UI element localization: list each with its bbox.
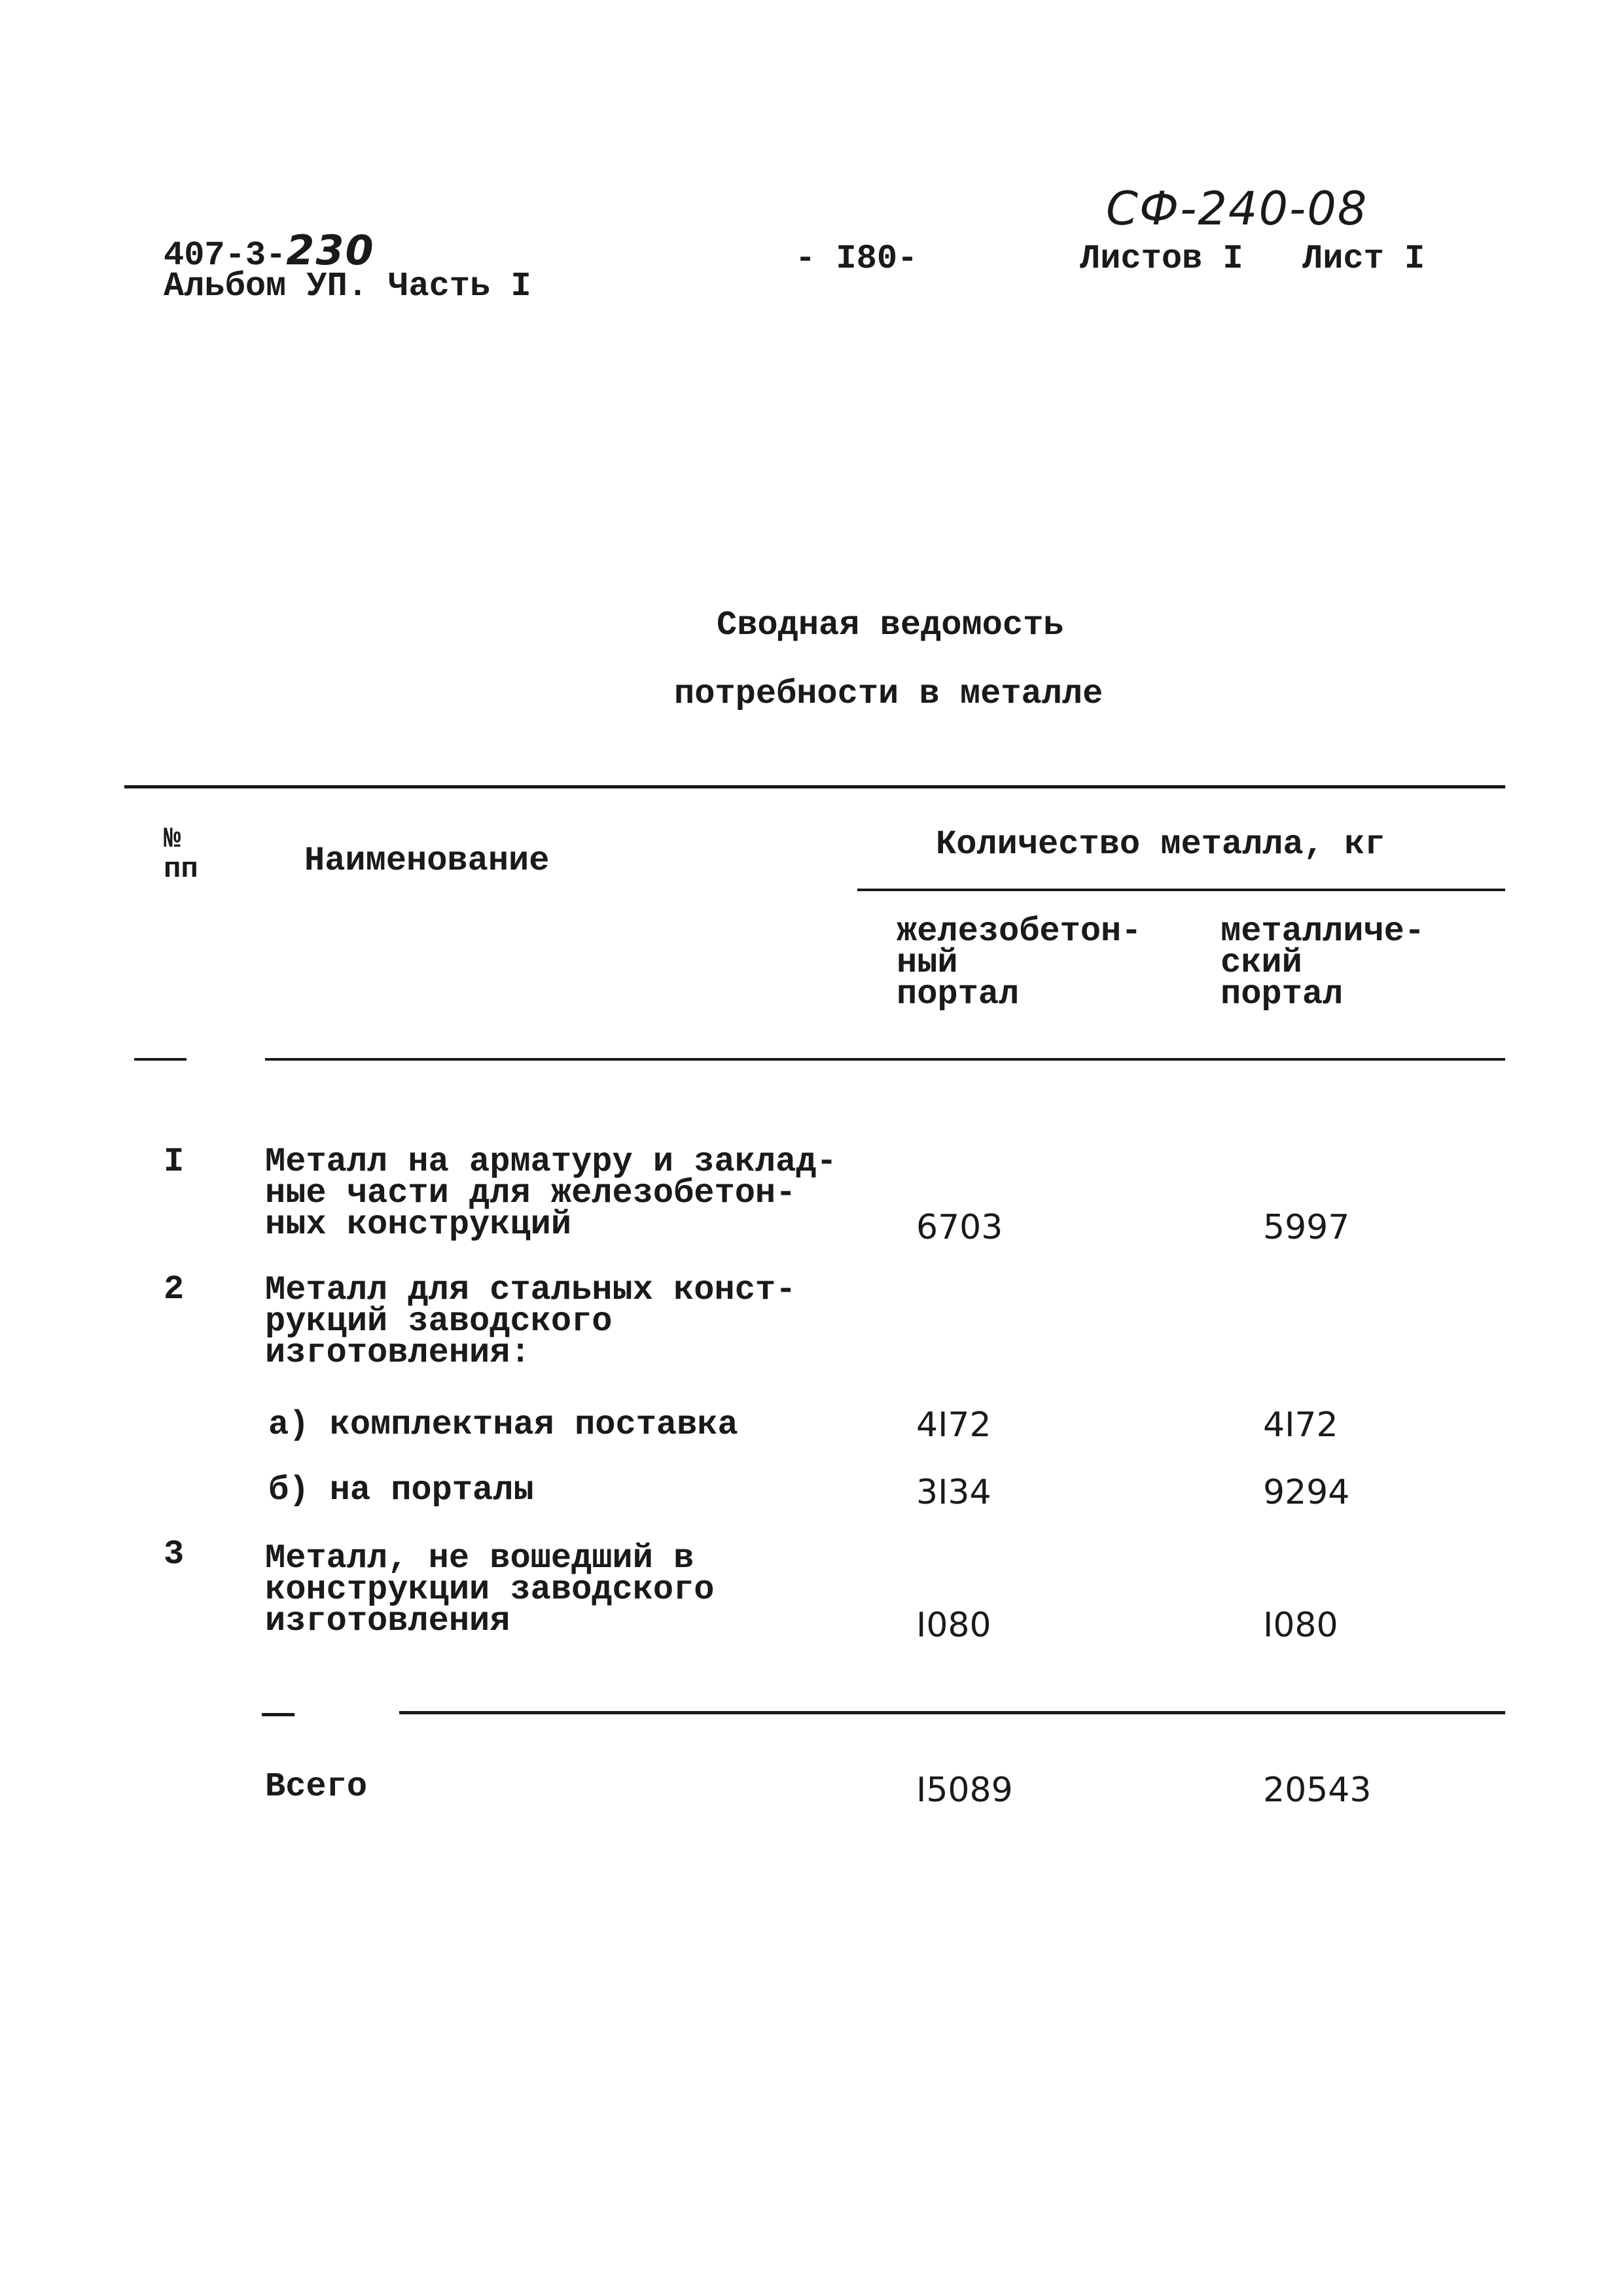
row-3-rc-value: I080 xyxy=(916,1606,991,1645)
row-2b-rc-value: 3I34 xyxy=(916,1473,991,1512)
header-col-group: Количество металла, кг xyxy=(936,825,1385,864)
album-label: Альбом УП. Часть I xyxy=(164,267,531,306)
document-code: СФ-240-08 xyxy=(1106,182,1368,236)
row-2a-name: а) комплектная поставка xyxy=(268,1405,738,1444)
total-label: Всего xyxy=(265,1767,368,1806)
header-bottom-rule xyxy=(265,1058,1505,1061)
total-metal-value: 20543 xyxy=(1263,1771,1372,1810)
total-rule xyxy=(399,1711,1505,1714)
row-1-metal-value: 5997 xyxy=(1263,1208,1350,1247)
document-series xyxy=(164,226,375,275)
series-handwritten: 230 xyxy=(286,226,375,274)
row-2-number: 2 xyxy=(164,1270,185,1309)
header-col-number: № пп xyxy=(164,823,198,886)
sheet-number: Лист I xyxy=(1302,239,1425,278)
total-rule-left xyxy=(262,1713,294,1716)
title-line-2: потребности в металле xyxy=(674,675,1103,713)
row-2b-name: б) на порталы xyxy=(268,1471,534,1510)
header-col-metal-portal: металличе- ский портал xyxy=(1221,912,1425,1014)
row-3-metal-value: I080 xyxy=(1263,1606,1338,1645)
row-2b-metal-value: 9294 xyxy=(1263,1473,1350,1512)
total-rc-value: I5089 xyxy=(916,1771,1013,1810)
series-typed: 407-3- xyxy=(164,236,287,275)
title-line-1: Сводная ведомость xyxy=(717,606,1064,645)
row-1-name: Металл на арматуру и заклад- ные части для железобетон- ных конструкций xyxy=(265,1142,837,1244)
row-1-rc-value: 6703 xyxy=(916,1208,1003,1247)
row-3-number: 3 xyxy=(164,1535,185,1574)
row-2-name: Металл для стальных конст- рукций заводского изготовления: xyxy=(265,1271,796,1372)
table-top-rule xyxy=(124,785,1505,788)
sheets-count: Листов I xyxy=(1080,239,1243,278)
header-bottom-rule-left xyxy=(134,1058,187,1061)
row-1-number: I xyxy=(164,1142,185,1181)
row-3-name: Металл, не вошедший в конструкции заводского изготовления xyxy=(265,1539,715,1640)
header-col-name: Наименование xyxy=(304,841,550,880)
page-number: - I80- xyxy=(795,239,918,278)
row-2a-rc-value: 4I72 xyxy=(916,1405,991,1445)
header-col-rc-portal: железобетон- ный портал xyxy=(897,912,1142,1014)
row-2a-metal-value: 4I72 xyxy=(1263,1405,1338,1445)
header-group-rule xyxy=(857,889,1505,891)
